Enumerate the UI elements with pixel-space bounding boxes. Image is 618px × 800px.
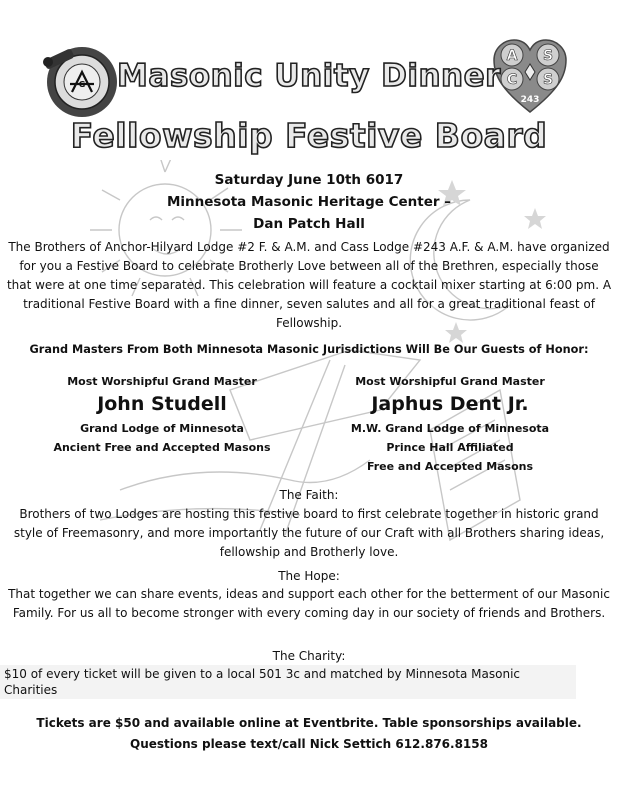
page-subtitle: Fellowship Festive Board xyxy=(70,116,548,155)
guest-affiliation: Ancient Free and Accepted Masons xyxy=(53,441,271,454)
charity-heading: The Charity: xyxy=(272,649,346,663)
logo-letter-s2: S xyxy=(542,72,554,88)
logo-number: 243 xyxy=(520,95,540,105)
guests-heading: Grand Masters From Both Minnesota Masonic Jurisdictions Will Be Our Guests of Honor: xyxy=(29,343,589,356)
guest-role: Most Worshipful Grand Master xyxy=(355,375,545,388)
hope-heading: The Hope: xyxy=(278,569,340,583)
guest-affiliation-2: Free and Accepted Masons xyxy=(366,460,534,473)
guest-name: Japhus Dent Jr. xyxy=(371,393,529,415)
logo-letter-c: C xyxy=(506,72,518,88)
guest-role: Most Worshipful Grand Master xyxy=(67,375,257,388)
faith-heading: The Faith: xyxy=(279,488,339,502)
intro-paragraph: The Brothers of Anchor-Hilyard Lodge #2 F. & A.M. and Cass Lodge #243 A.F. & A.M. have organized for you a Festive Board to celebrate Brotherly Love between all of the Brethren, especially those that were at one time separated. This celebration will feature a cocktail mixer starting at 6:00 pm. A traditional Festive Board with a fine dinner, seven salutes and all for a great traditional feast of Fellowship. xyxy=(6,240,612,330)
event-venue: Minnesota Masonic Heritage Center – xyxy=(166,194,452,210)
faith-body: Brothers of two Lodges are hosting this festive board to first celebrate together in historic grand style of Freemasonry, and more importantly the future of our Craft with all Brothers sharing ideas, fellowship and Brotherly love. xyxy=(13,507,605,559)
ticket-info: Tickets are $50 and available online at Eventbrite. Table sponsorships available. xyxy=(36,716,582,730)
hope-body: That together we can share events, ideas and support each other for the betterment of our Masonic Family. For us all to become stronger with every coming day in our society of friends and Brothers. xyxy=(8,587,610,620)
logo-letter-s1: S xyxy=(542,48,554,64)
guest-name: John Studell xyxy=(97,393,227,415)
page-title: Masonic Unity Dinner xyxy=(117,58,501,94)
charity-body: $10 of every ticket will be given to a local 501 3c and matched by Minnesota Masonic Charities xyxy=(0,665,576,699)
logo-letter-a: A xyxy=(506,48,518,64)
event-hall: Dan Patch Hall xyxy=(253,216,365,232)
guest-lodge: Grand Lodge of Minnesota xyxy=(80,422,244,435)
guest-lodge: M.W. Grand Lodge of Minnesota xyxy=(350,422,550,435)
event-date: Saturday June 10th 6017 xyxy=(214,172,404,188)
guest-affiliation: Prince Hall Affiliated xyxy=(386,441,514,454)
svg-text:G: G xyxy=(78,80,86,89)
contact-info: Questions please text/call Nick Settich 612.876.8158 xyxy=(130,737,488,751)
